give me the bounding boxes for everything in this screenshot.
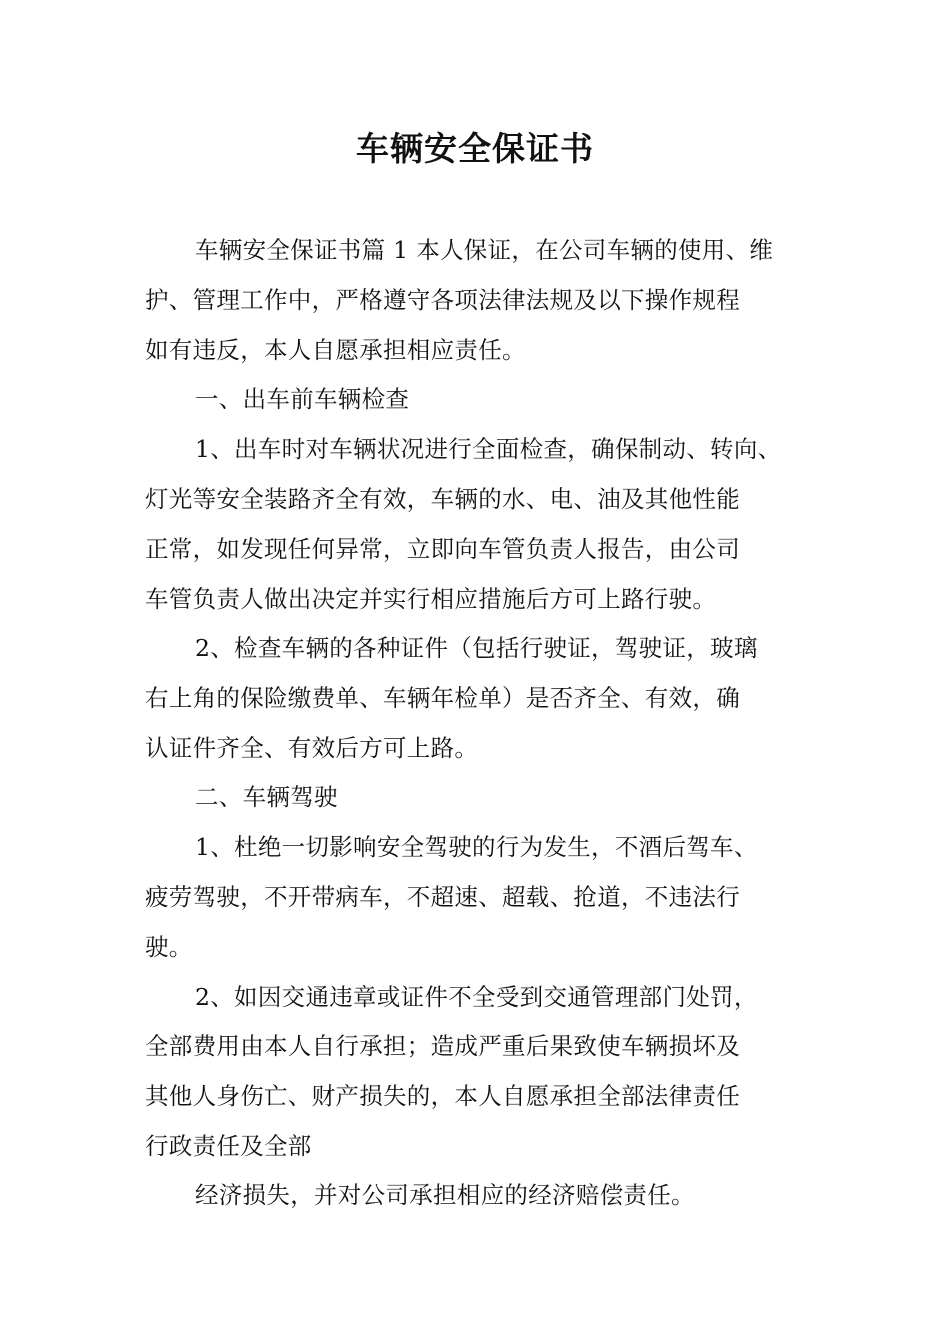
paragraph-line: 行政责任及全部 [145,1132,312,1160]
paragraph-line: 如有违反，本人自愿承担相应责任。 [145,336,526,364]
paragraph-line: 其他人身伤亡、财产损失的，本人自愿承担全部法律责任 [145,1082,740,1110]
paragraph-line: 驶。 [145,933,193,961]
section-heading: 二、车辆驾驶 [195,783,338,811]
paragraph-line: 护、管理工作中，严格遵守各项法律法规及以下操作规程 [145,286,740,314]
paragraph-line: 正常，如发现任何异常，立即向车管负责人报告，由公司 [145,535,740,563]
paragraph-line: 2、如因交通违章或证件不全受到交通管理部门处罚， [195,983,758,1011]
paragraph-line: 2、检查车辆的各种证件（包括行驶证，驾驶证，玻璃 [195,634,758,662]
paragraph-line: 灯光等安全装路齐全有效，车辆的水、电、油及其他性能 [145,485,740,513]
paragraph-line: 经济损失，并对公司承担相应的经济赔偿责任。 [195,1181,695,1209]
paragraph-line: 车辆安全保证书篇 1 本人保证，在公司车辆的使用、维 [195,236,774,264]
paragraph-line: 右上角的保险缴费单、车辆年检单）是否齐全、有效，确 [145,684,740,712]
paragraph-line: 全部费用由本人自行承担；造成严重后果致使车辆损坏及 [145,1032,740,1060]
paragraph-line: 1、杜绝一切影响安全驾驶的行为发生，不酒后驾车、 [195,833,758,861]
section-heading: 一、出车前车辆检查 [195,385,410,413]
document-title: 车辆安全保证书 [356,129,594,168]
paragraph-line: 车管负责人做出决定并实行相应措施后方可上路行驶。 [145,585,717,613]
paragraph-line: 1、出车时对车辆状况进行全面检查，确保制动、转向、 [195,435,782,463]
paragraph-line: 认证件齐全、有效后方可上路。 [145,734,479,762]
paragraph-line: 疲劳驾驶，不开带病车，不超速、超载、抢道，不违法行 [145,883,740,911]
